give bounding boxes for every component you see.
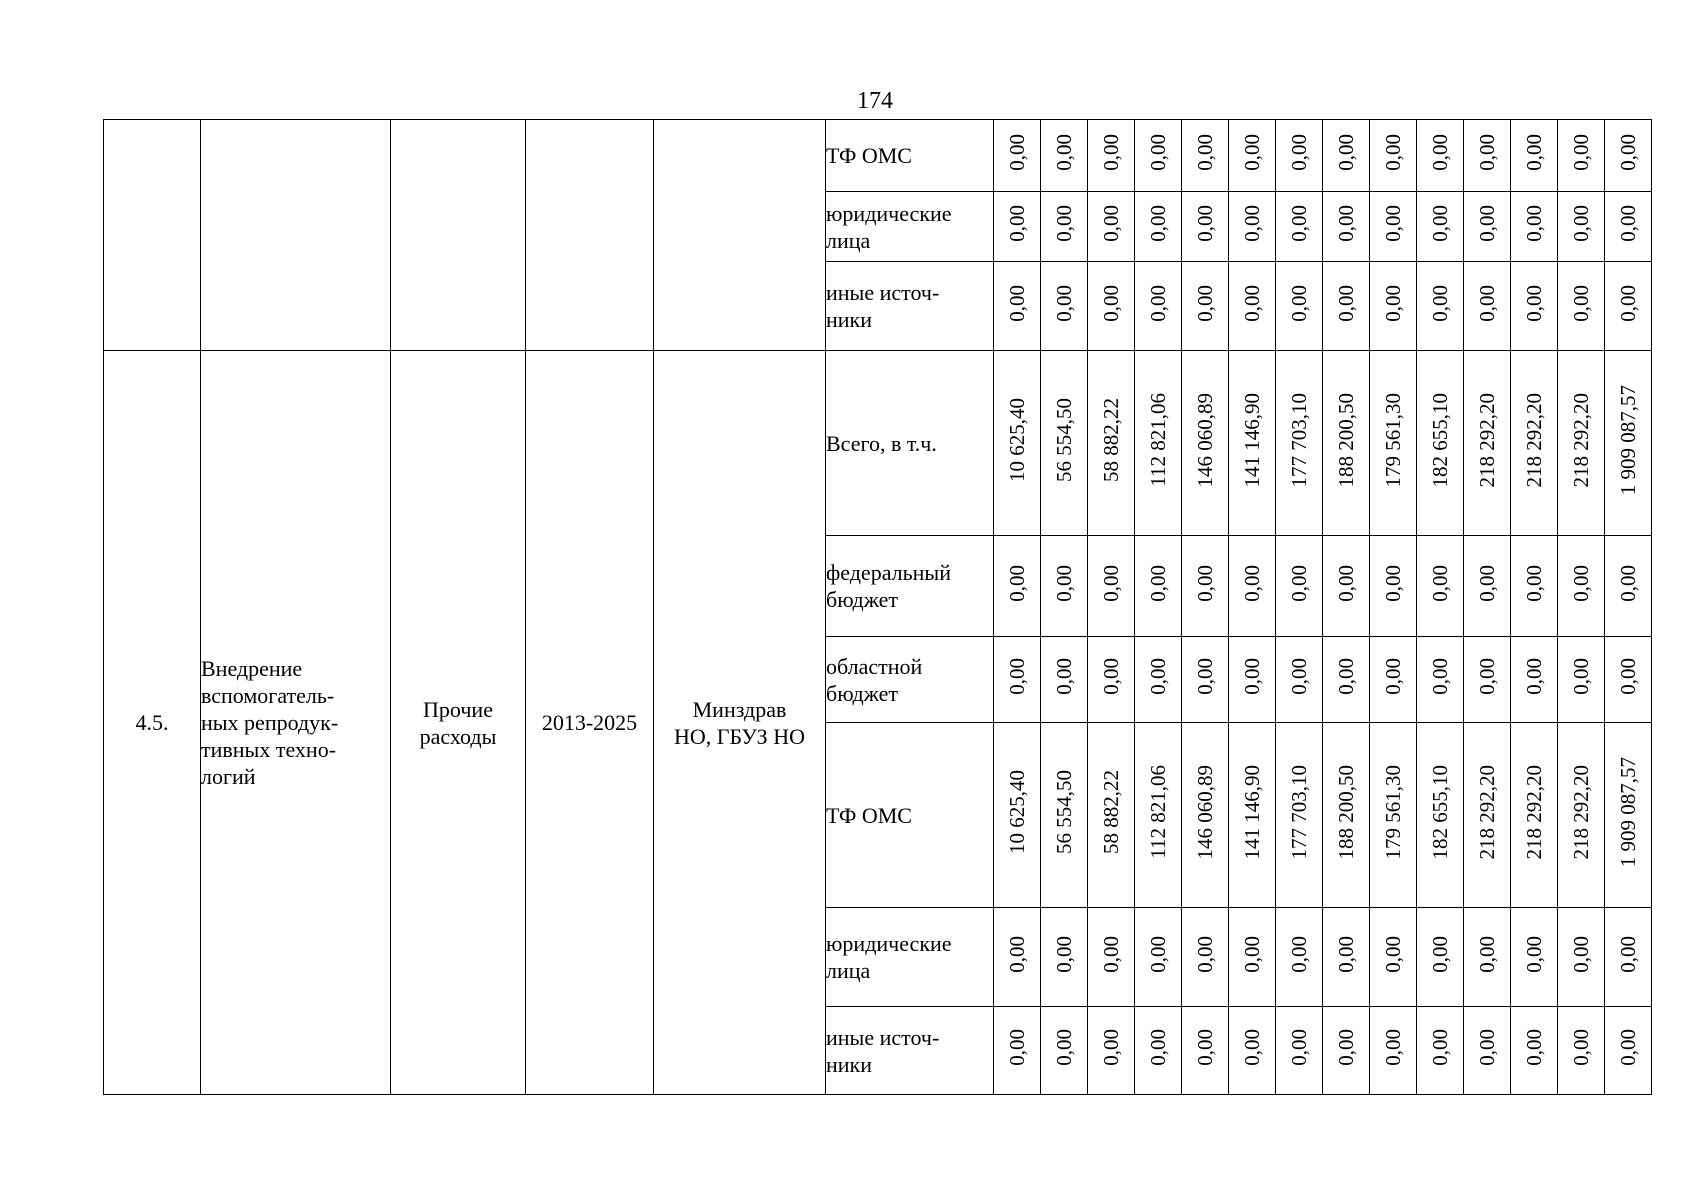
- amount-value: 0,00: [1616, 1029, 1640, 1066]
- value-cell: [1605, 637, 1652, 723]
- amount-value: 0,00: [1475, 205, 1499, 242]
- value-cell: [1323, 192, 1370, 262]
- amount-value: 182 655,10: [1428, 392, 1452, 488]
- value-cell: [1041, 120, 1088, 192]
- amount-value: 112 821,06: [1146, 765, 1170, 859]
- item-name-cell: [201, 120, 391, 351]
- amount-value: 0,00: [1616, 564, 1640, 602]
- value-cell: [1370, 723, 1417, 908]
- amount-value: 0,00: [1569, 284, 1593, 322]
- value-cell: [1276, 192, 1323, 262]
- table-row: [104, 351, 1652, 536]
- amount-value: 0,00: [1005, 205, 1029, 242]
- amount-value: 0,00: [1522, 935, 1546, 973]
- value-cell: [1276, 1007, 1323, 1095]
- value-cell: [1229, 723, 1276, 908]
- value-cell: [1229, 637, 1276, 723]
- amount-value: 0,00: [1193, 658, 1217, 695]
- amount-value: 0,00: [1569, 1029, 1593, 1066]
- amount-value: 0,00: [1287, 564, 1311, 602]
- value-cell: [1605, 262, 1652, 351]
- amount-value: 0,00: [1334, 564, 1358, 602]
- value-cell: [1276, 908, 1323, 1007]
- value-cell: [1558, 1007, 1605, 1095]
- value-cell: [1041, 723, 1088, 908]
- amount-value: 0,00: [1569, 935, 1593, 973]
- amount-value: 0,00: [1146, 134, 1170, 171]
- amount-value: 0,00: [1287, 134, 1311, 171]
- amount-value: 179 561,30: [1381, 392, 1405, 488]
- value-cell: [1464, 120, 1511, 192]
- value-cell: [1229, 908, 1276, 1007]
- funding-source-label: юридические лица: [826, 200, 952, 253]
- amount-value: 0,00: [1005, 1029, 1029, 1066]
- value-cell: [1182, 723, 1229, 908]
- value-cell: [1041, 536, 1088, 637]
- value-cell: [1229, 120, 1276, 192]
- value-cell: [1276, 351, 1323, 536]
- value-cell: [1088, 120, 1135, 192]
- value-cell: [994, 637, 1041, 723]
- value-cell: [1417, 192, 1464, 262]
- value-cell: [1558, 536, 1605, 637]
- value-cell: [1323, 1007, 1370, 1095]
- value-cell: [1417, 262, 1464, 351]
- value-cell: [1041, 637, 1088, 723]
- value-cell: [1370, 908, 1417, 1007]
- value-cell: [1041, 192, 1088, 262]
- value-cell: [1182, 908, 1229, 1007]
- value-cell: [1558, 120, 1605, 192]
- amount-value: 0,00: [1616, 284, 1640, 322]
- amount-value: 0,00: [1099, 658, 1123, 695]
- value-cell: [1558, 192, 1605, 262]
- value-cell: [1605, 536, 1652, 637]
- amount-value: 0,00: [1005, 284, 1029, 322]
- value-cell: [1135, 192, 1182, 262]
- value-cell: [1511, 192, 1558, 262]
- amount-value: 218 292,20: [1475, 392, 1499, 488]
- amount-value: 0,00: [1428, 564, 1452, 602]
- value-cell: [1370, 120, 1417, 192]
- amount-value: 0,00: [1334, 134, 1358, 171]
- table-row: [104, 120, 1652, 192]
- amount-value: 0,00: [1475, 284, 1499, 322]
- value-cell: [1229, 262, 1276, 351]
- value-cell: [1605, 192, 1652, 262]
- value-cell: [1417, 1007, 1464, 1095]
- value-cell: [1464, 1007, 1511, 1095]
- amount-value: 0,00: [1287, 935, 1311, 973]
- value-cell: [1229, 192, 1276, 262]
- item-number-cell: [104, 120, 201, 351]
- value-cell: [1464, 723, 1511, 908]
- budget-table: [103, 119, 1652, 1095]
- value-cell: [1558, 637, 1605, 723]
- funding-source-label: федеральный бюджет: [826, 560, 951, 612]
- amount-value: 218 292,20: [1569, 764, 1593, 860]
- value-cell: [1135, 637, 1182, 723]
- value-cell: [1370, 536, 1417, 637]
- amount-value: 0,00: [1616, 205, 1640, 242]
- amount-value: 0,00: [1334, 1029, 1358, 1066]
- amount-value: 0,00: [1522, 134, 1546, 171]
- value-cell: [1041, 262, 1088, 351]
- value-cell: [1088, 262, 1135, 351]
- amount-value: 0,00: [1193, 205, 1217, 242]
- amount-value: 179 561,30: [1381, 764, 1405, 860]
- value-cell: [994, 351, 1041, 536]
- value-cell: [1088, 351, 1135, 536]
- amount-value: 0,00: [1005, 935, 1029, 973]
- amount-value: 0,00: [1146, 284, 1170, 322]
- amount-value: 0,00: [1052, 658, 1076, 695]
- amount-value: 0,00: [1099, 935, 1123, 973]
- value-cell: [1135, 351, 1182, 536]
- value-cell: [1088, 637, 1135, 723]
- value-cell: [1511, 1007, 1558, 1095]
- item-number-cell: [104, 351, 201, 1095]
- value-cell: [1417, 351, 1464, 536]
- amount-value: 0,00: [1381, 935, 1405, 973]
- amount-value: 141 146,90: [1240, 392, 1264, 488]
- amount-value: 218 292,20: [1569, 392, 1593, 488]
- amount-value: 0,00: [1005, 658, 1029, 695]
- amount-value: 0,00: [1240, 1029, 1264, 1066]
- amount-value: 0,00: [1240, 284, 1264, 322]
- amount-value: 10 625,40: [1005, 770, 1029, 854]
- amount-value: 0,00: [1428, 1029, 1452, 1066]
- value-cell: [1558, 351, 1605, 536]
- value-cell: [994, 192, 1041, 262]
- funding-source-cell: [826, 120, 994, 192]
- amount-value: 58 882,22: [1099, 398, 1123, 482]
- amount-value: 56 554,50: [1052, 770, 1076, 854]
- amount-value: 0,00: [1428, 658, 1452, 695]
- amount-value: 0,00: [1616, 134, 1640, 171]
- value-cell: [1135, 536, 1182, 637]
- amount-value: 0,00: [1193, 935, 1217, 973]
- value-cell: [1605, 723, 1652, 908]
- value-cell: [1135, 262, 1182, 351]
- value-cell: [1605, 1007, 1652, 1095]
- page-number: 174: [857, 88, 893, 114]
- expense-type-cell: [391, 351, 526, 1095]
- amount-value: 0,00: [1522, 564, 1546, 602]
- amount-value: 146 060,89: [1193, 392, 1217, 488]
- value-cell: [1041, 351, 1088, 536]
- amount-value: 0,00: [1099, 1029, 1123, 1066]
- value-cell: [1464, 262, 1511, 351]
- amount-value: 0,00: [1475, 1029, 1499, 1066]
- amount-value: 0,00: [1381, 134, 1405, 171]
- value-cell: [1135, 120, 1182, 192]
- amount-value: 0,00: [1616, 658, 1640, 695]
- value-cell: [1605, 908, 1652, 1007]
- amount-value: 0,00: [1193, 284, 1217, 322]
- amount-value: 0,00: [1334, 935, 1358, 973]
- amount-value: 0,00: [1146, 564, 1170, 602]
- funding-source-label: иные источ- ники: [826, 280, 940, 332]
- value-cell: [1323, 637, 1370, 723]
- amount-value: 0,00: [1428, 205, 1452, 242]
- value-cell: [1276, 262, 1323, 351]
- value-cell: [1182, 637, 1229, 723]
- value-cell: [1464, 536, 1511, 637]
- amount-value: 0,00: [1381, 284, 1405, 322]
- value-cell: [1088, 908, 1135, 1007]
- amount-value: 0,00: [1569, 564, 1593, 602]
- value-cell: [1276, 536, 1323, 637]
- amount-value: 0,00: [1099, 134, 1123, 171]
- amount-value: 0,00: [1099, 284, 1123, 322]
- funding-source-label: юридические лица: [826, 931, 952, 983]
- item-name: Внедрение вспомогатель- ных репродук- тивных техно- логий: [201, 656, 339, 789]
- period-years-cell: [526, 120, 654, 351]
- value-cell: [1370, 637, 1417, 723]
- value-cell: [1558, 908, 1605, 1007]
- amount-value: 58 882,22: [1099, 770, 1123, 854]
- value-cell: [1229, 351, 1276, 536]
- amount-value: 0,00: [1287, 658, 1311, 695]
- value-cell: [1511, 120, 1558, 192]
- amount-value: 0,00: [1193, 134, 1217, 171]
- amount-value: 0,00: [1005, 134, 1029, 171]
- value-cell: [1323, 351, 1370, 536]
- value-cell: [1041, 1007, 1088, 1095]
- funding-source-cell: [826, 908, 994, 1007]
- amount-value: 0,00: [1052, 205, 1076, 242]
- amount-value: 141 146,90: [1240, 764, 1264, 860]
- amount-value: 0,00: [1287, 284, 1311, 322]
- value-cell: [1370, 1007, 1417, 1095]
- amount-value: 177 703,10: [1287, 764, 1311, 860]
- funding-source-label: Всего, в т.ч.: [826, 430, 937, 456]
- value-cell: [1464, 908, 1511, 1007]
- executor-cell: [654, 351, 826, 1095]
- value-cell: [1417, 637, 1464, 723]
- value-cell: [1182, 351, 1229, 536]
- value-cell: [1088, 723, 1135, 908]
- value-cell: [1511, 351, 1558, 536]
- executor-cell: [654, 120, 826, 351]
- amount-value: 0,00: [1381, 205, 1405, 242]
- value-cell: [1229, 536, 1276, 637]
- value-cell: [1511, 637, 1558, 723]
- value-cell: [1511, 908, 1558, 1007]
- value-cell: [1276, 637, 1323, 723]
- amount-value: 0,00: [1240, 205, 1264, 242]
- amount-value: 0,00: [1146, 658, 1170, 695]
- funding-source-cell: [826, 192, 994, 262]
- funding-source-cell: [826, 262, 994, 351]
- amount-value: 1 909 087,57: [1616, 756, 1640, 868]
- amount-value: 10 625,40: [1005, 398, 1029, 482]
- value-cell: [1323, 908, 1370, 1007]
- amount-value: 218 292,20: [1522, 392, 1546, 488]
- value-cell: [1370, 262, 1417, 351]
- funding-source-cell: [826, 351, 994, 536]
- amount-value: 0,00: [1052, 564, 1076, 602]
- amount-value: 188 200,50: [1334, 392, 1358, 488]
- value-cell: [1182, 1007, 1229, 1095]
- value-cell: [1088, 192, 1135, 262]
- value-cell: [994, 536, 1041, 637]
- amount-value: 0,00: [1052, 284, 1076, 322]
- amount-value: 0,00: [1005, 564, 1029, 602]
- amount-value: 0,00: [1240, 935, 1264, 973]
- value-cell: [1182, 262, 1229, 351]
- funding-source-cell: [826, 1007, 994, 1095]
- funding-source-cell: [826, 536, 994, 637]
- value-cell: [1182, 192, 1229, 262]
- value-cell: [1323, 536, 1370, 637]
- funding-source-label: ТФ ОМС: [826, 802, 912, 828]
- amount-value: 1 909 087,57: [1616, 384, 1640, 496]
- amount-value: 0,00: [1240, 564, 1264, 602]
- amount-value: 0,00: [1522, 1029, 1546, 1066]
- amount-value: 0,00: [1475, 658, 1499, 695]
- expense-type-cell: [391, 120, 526, 351]
- value-cell: [1417, 908, 1464, 1007]
- amount-value: 0,00: [1475, 564, 1499, 602]
- value-cell: [1417, 536, 1464, 637]
- value-cell: [994, 120, 1041, 192]
- amount-value: 0,00: [1616, 935, 1640, 973]
- value-cell: [1276, 723, 1323, 908]
- amount-value: 0,00: [1381, 564, 1405, 602]
- amount-value: 0,00: [1052, 935, 1076, 973]
- value-cell: [1511, 723, 1558, 908]
- amount-value: 0,00: [1475, 134, 1499, 171]
- amount-value: 56 554,50: [1052, 398, 1076, 482]
- value-cell: [1464, 637, 1511, 723]
- amount-value: 0,00: [1428, 284, 1452, 322]
- amount-value: 0,00: [1240, 134, 1264, 171]
- amount-value: 0,00: [1381, 658, 1405, 695]
- value-cell: [1511, 536, 1558, 637]
- value-cell: [1135, 723, 1182, 908]
- value-cell: [1558, 262, 1605, 351]
- value-cell: [1464, 192, 1511, 262]
- value-cell: [1182, 536, 1229, 637]
- value-cell: [994, 908, 1041, 1007]
- item-number: 4.5.: [135, 710, 169, 735]
- amount-value: 0,00: [1240, 658, 1264, 695]
- value-cell: [994, 262, 1041, 351]
- expense-type: Прочие расходы: [419, 696, 497, 749]
- funding-source-label: областной бюджет: [826, 653, 923, 706]
- amount-value: 218 292,20: [1522, 764, 1546, 860]
- amount-value: 0,00: [1193, 564, 1217, 602]
- value-cell: [1558, 723, 1605, 908]
- value-cell: [994, 1007, 1041, 1095]
- amount-value: 0,00: [1099, 205, 1123, 242]
- value-cell: [1276, 120, 1323, 192]
- value-cell: [1182, 120, 1229, 192]
- value-cell: [1605, 351, 1652, 536]
- period-years-cell: [526, 351, 654, 1095]
- amount-value: 146 060,89: [1193, 764, 1217, 860]
- amount-value: 0,00: [1475, 935, 1499, 973]
- period-years: 2013-2025: [541, 710, 638, 735]
- value-cell: [1605, 120, 1652, 192]
- value-cell: [994, 723, 1041, 908]
- amount-value: 0,00: [1522, 284, 1546, 322]
- amount-value: 0,00: [1334, 284, 1358, 322]
- amount-value: 182 655,10: [1428, 764, 1452, 860]
- amount-value: 0,00: [1146, 1029, 1170, 1066]
- funding-source-cell: [826, 637, 994, 723]
- value-cell: [1323, 262, 1370, 351]
- amount-value: 0,00: [1099, 564, 1123, 602]
- value-cell: [1041, 908, 1088, 1007]
- value-cell: [1370, 351, 1417, 536]
- amount-value: 0,00: [1287, 205, 1311, 242]
- amount-value: 0,00: [1428, 134, 1452, 171]
- value-cell: [1417, 723, 1464, 908]
- amount-value: 0,00: [1146, 935, 1170, 973]
- amount-value: 177 703,10: [1287, 392, 1311, 488]
- amount-value: 0,00: [1052, 134, 1076, 171]
- funding-source-label: ТФ ОМС: [826, 143, 912, 168]
- amount-value: 0,00: [1569, 658, 1593, 695]
- amount-value: 0,00: [1052, 1029, 1076, 1066]
- value-cell: [1370, 192, 1417, 262]
- amount-value: 0,00: [1287, 1029, 1311, 1066]
- executor: Минздрав НО, ГБУЗ НО: [674, 696, 805, 749]
- amount-value: 0,00: [1569, 134, 1593, 171]
- value-cell: [1323, 120, 1370, 192]
- value-cell: [1229, 1007, 1276, 1095]
- item-name-cell: [201, 351, 391, 1095]
- amount-value: 188 200,50: [1334, 764, 1358, 860]
- value-cell: [1135, 1007, 1182, 1095]
- funding-source-cell: [826, 723, 994, 908]
- amount-value: 0,00: [1146, 205, 1170, 242]
- funding-source-label: иные источ- ники: [826, 1024, 940, 1077]
- value-cell: [1511, 262, 1558, 351]
- amount-value: 0,00: [1334, 658, 1358, 695]
- amount-value: 0,00: [1522, 658, 1546, 695]
- amount-value: 0,00: [1193, 1029, 1217, 1066]
- amount-value: 0,00: [1428, 935, 1452, 973]
- value-cell: [1323, 723, 1370, 908]
- value-cell: [1417, 120, 1464, 192]
- amount-value: 0,00: [1569, 205, 1593, 242]
- amount-value: 112 821,06: [1146, 393, 1170, 487]
- value-cell: [1088, 1007, 1135, 1095]
- amount-value: 0,00: [1334, 205, 1358, 242]
- value-cell: [1464, 351, 1511, 536]
- amount-value: 0,00: [1381, 1029, 1405, 1066]
- amount-value: 0,00: [1522, 205, 1546, 242]
- amount-value: 218 292,20: [1475, 764, 1499, 860]
- value-cell: [1088, 536, 1135, 637]
- value-cell: [1135, 908, 1182, 1007]
